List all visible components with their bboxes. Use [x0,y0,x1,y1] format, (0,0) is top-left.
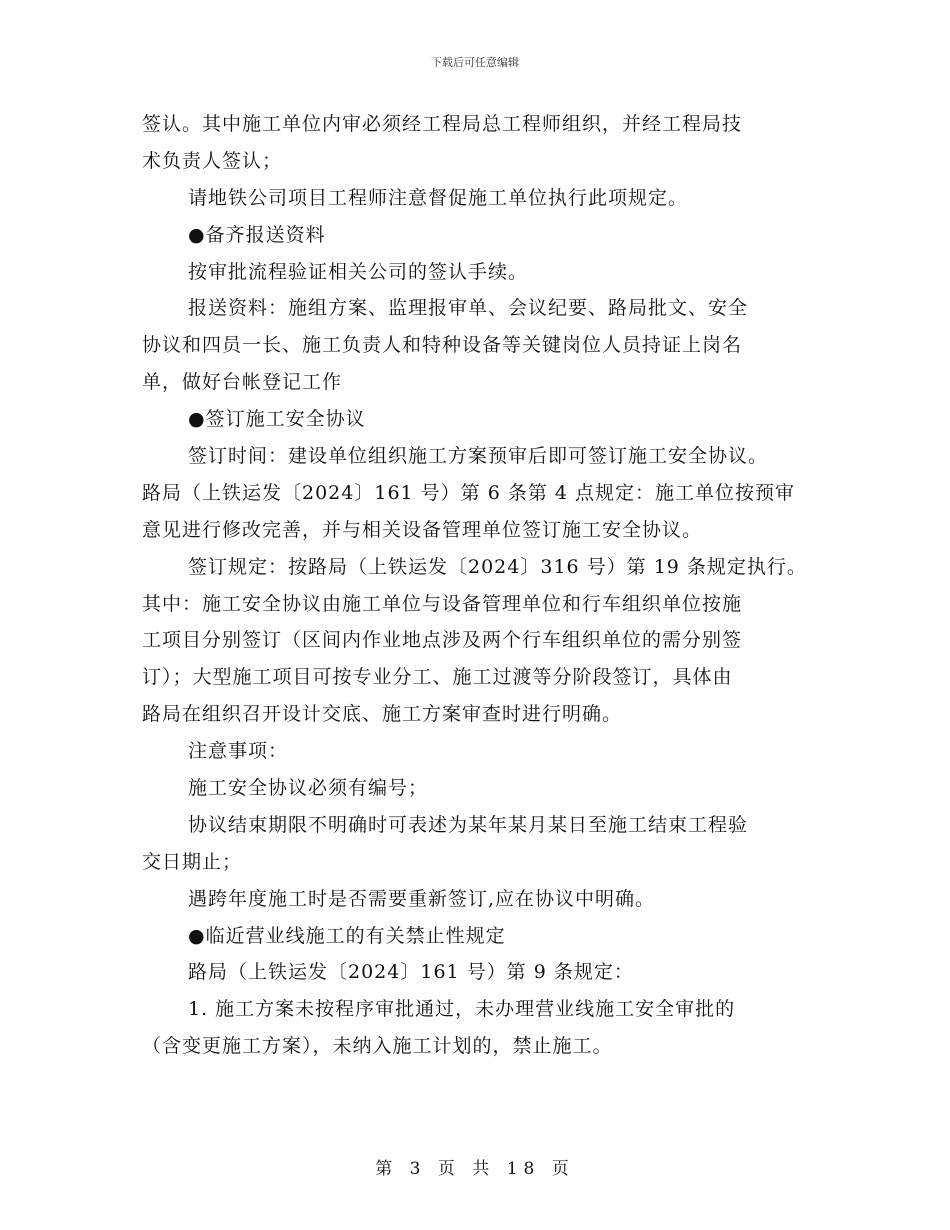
paragraph-line: 路局（上铁运发〔2024〕161 号）第 9 条规定： [188,961,634,984]
paragraph-line: 签订规定：按路局（上铁运发〔2024〕316 号）第 19 条规定执行。 [188,555,807,578]
paragraph-line: 单，做好台帐登记工作 [142,371,343,394]
page-header: 下载后可任意编辑 [431,56,519,69]
paragraph-line: 签订时间：建设单位组织施工方案预审后即可签订施工安全协议。 [188,445,769,468]
paragraph-line: （含变更施工方案），未纳入施工计划的，禁止施工。 [142,1035,613,1058]
paragraph-line: 协议结束期限不明确时可表述为某年某月某日至施工结束工程验 [188,813,749,836]
paragraph-line: 协议和四员一长、施工负责人和特种设备等关键岗位人员持证上岗名 [142,334,743,357]
paragraph-line: 订）；大型施工项目可按专业分工、施工过渡等分阶段签订，具体由 [142,666,733,689]
paragraph-line: 施工安全协议必须有编号； [188,777,429,800]
paragraph-line: 按审批流程验证相关公司的签认手续。 [188,260,529,283]
section-heading: ●签订施工安全协议 [188,408,366,431]
paragraph-line: 1. 施工方案未按程序审批通过，未办理营业线施工安全审批的 [188,998,736,1021]
paragraph-line: 其中：施工安全协议由施工单位与设备管理单位和行车组织单位按施 [142,592,743,615]
paragraph-line: 遇跨年度施工时是否需要重新签订,应在协议中明确。 [188,887,656,910]
page-number-footer: 第 3 页 共 18 页 [375,1159,575,1179]
section-heading: ●临近营业线施工的有关禁止性规定 [188,924,506,947]
paragraph-line: 请地铁公司项目工程师注意督促施工单位执行此项规定。 [188,186,689,209]
paragraph-line: 术负责人签认； [142,149,283,172]
paragraph-line: 报送资料：施组方案、监理报审单、会议纪要、路局批文、安全 [188,297,749,320]
paragraph-line: 注意事项： [188,740,289,763]
paragraph-line: 意见进行修改完善，并与相关设备管理单位签订施工安全协议。 [142,518,703,541]
paragraph-line: 工项目分别签订（区间内作业地点涉及两个行车组织单位的需分别签 [142,629,743,652]
paragraph-line: 路局在组织召开设计交底、施工方案审查时进行明确。 [142,703,623,726]
paragraph-line: 交日期止； [142,850,243,873]
paragraph-line: 签认。其中施工单位内审必须经工程局总工程师组织，并经工程局技 [142,113,743,135]
document-body [142,106,812,1065]
section-heading: ●备齐报送资料 [188,223,326,246]
paragraph-line: 路局（上铁运发〔2024〕161 号）第 6 条第 4 点规定：施工单位按预审 [142,481,795,504]
